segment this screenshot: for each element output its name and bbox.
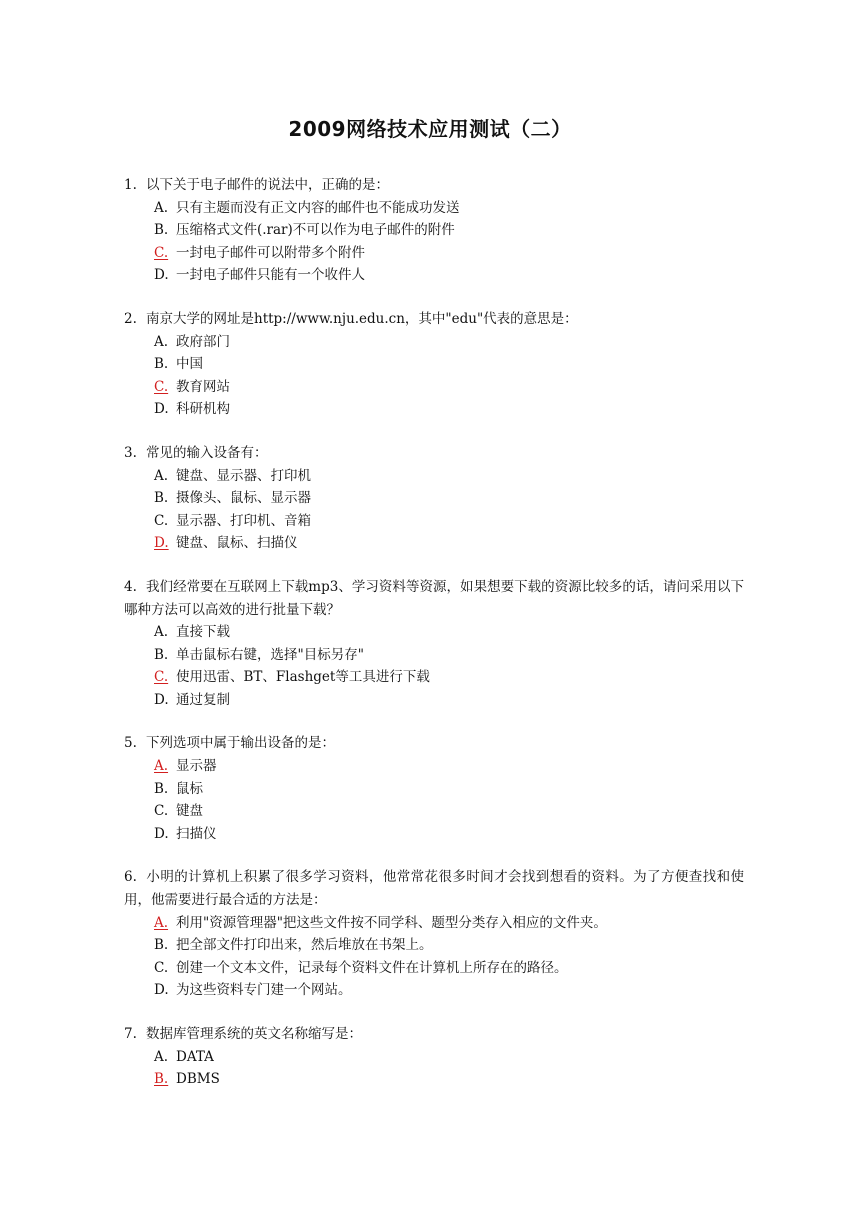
question-number: 4. — [124, 578, 137, 595]
option-b — [124, 934, 744, 957]
option-text: 单击鼠标右键，选择"目标另存" — [176, 646, 364, 663]
question-number: 1. — [124, 177, 137, 193]
correct-answer-letter: B. — [154, 1071, 169, 1088]
question-stem: 常见的输入设备有： — [146, 444, 268, 461]
question-stem: 小明的计算机上积累了很多学习资料，他常常花很多时间才会找到想看的资料。为了方便查找和使用，他需要进行最合适的方法是： — [124, 869, 744, 909]
option-letter: A. — [154, 333, 169, 350]
option-text: 中国 — [176, 356, 203, 373]
option-d — [124, 532, 744, 555]
option-letter: B. — [154, 222, 169, 239]
option-text: 利用"资源管理器"把这些文件按不同学科、题型分类存入相应的文件夹。 — [176, 914, 607, 931]
option-letter: D. — [154, 982, 169, 999]
option-text: 直接下载 — [176, 624, 230, 641]
option-text: 扫描仪 — [176, 825, 217, 842]
option-c — [124, 510, 744, 533]
question-4 — [124, 576, 744, 712]
option-b — [124, 778, 744, 801]
correct-answer-letter: C. — [154, 244, 169, 261]
option-a — [124, 621, 744, 644]
option-d — [124, 979, 744, 1002]
option-text: 压缩格式文件(.rar)不可以作为电子邮件的附件 — [176, 222, 455, 239]
option-letter: C. — [154, 959, 169, 976]
question-text — [124, 442, 744, 465]
option-text: 创建一个文本文件，记录每个资料文件在计算机上所存在的路径。 — [176, 959, 568, 976]
option-letter: C. — [154, 803, 169, 820]
option-text: 键盘 — [176, 803, 203, 820]
option-b — [124, 1068, 744, 1091]
option-letter: C. — [154, 512, 169, 529]
option-a — [124, 912, 744, 935]
option-letter: A. — [154, 1048, 169, 1065]
option-text: 键盘、鼠标、扫描仪 — [176, 535, 298, 552]
question-stem: 我们经常要在互联网上下载mp3、学习资料等资源，如果想要下载的资源比较多的话，请问采用以下哪种方法可以高效的进行批量下载？ — [124, 578, 744, 618]
option-letter: B. — [154, 780, 169, 797]
question-text — [124, 866, 744, 911]
question-list — [124, 174, 744, 1112]
option-letter: B. — [154, 490, 169, 507]
question-2 — [124, 308, 744, 421]
option-d — [124, 689, 744, 712]
question-text — [124, 308, 744, 331]
option-letter: B. — [154, 937, 169, 954]
option-text: 摄像头、鼠标、显示器 — [176, 490, 311, 507]
option-letter: D. — [154, 691, 169, 708]
question-number: 5. — [124, 735, 137, 752]
question-number: 3. — [124, 444, 137, 461]
question-stem: 下列选项中属于输出设备的是： — [146, 735, 335, 752]
option-text: 科研机构 — [176, 401, 230, 418]
option-letter: A. — [154, 624, 169, 641]
question-5 — [124, 732, 744, 845]
question-3 — [124, 442, 744, 555]
option-letter: D. — [154, 825, 169, 842]
correct-answer-letter: C. — [154, 378, 169, 395]
correct-answer-letter: A. — [154, 914, 169, 931]
option-c — [124, 242, 744, 265]
correct-answer-letter: D. — [154, 535, 169, 552]
option-text: 一封电子邮件只能有一个收件人 — [176, 267, 365, 284]
option-a — [124, 755, 744, 778]
option-b — [124, 353, 744, 376]
option-text: 政府部门 — [176, 333, 230, 350]
option-text: 只有主题而没有正文内容的邮件也不能成功发送 — [176, 199, 460, 216]
option-letter: B. — [154, 646, 169, 663]
option-c — [124, 666, 744, 689]
option-letter: A. — [154, 199, 169, 216]
question-stem: 以下关于电子邮件的说法中，正确的是： — [146, 177, 389, 193]
option-text: DBMS — [176, 1071, 220, 1088]
option-a — [124, 197, 744, 220]
option-d — [124, 823, 744, 846]
option-text: 鼠标 — [176, 780, 203, 797]
option-text: 显示器 — [176, 758, 217, 775]
question-6 — [124, 866, 744, 1002]
question-7 — [124, 1023, 744, 1091]
option-text: 使用迅雷、BT、Flashget等工具进行下载 — [176, 669, 430, 686]
option-text: 通过复制 — [176, 691, 230, 708]
option-a — [124, 1046, 744, 1069]
option-text: DATA — [176, 1048, 214, 1065]
option-text: 键盘、显示器、打印机 — [176, 467, 311, 484]
option-c — [124, 957, 744, 980]
question-text — [124, 1023, 744, 1046]
page-title: 2009网络技术应用测试（二） — [288, 117, 572, 141]
option-b — [124, 644, 744, 667]
option-letter: A. — [154, 467, 169, 484]
option-c — [124, 800, 744, 823]
question-number: 7. — [124, 1026, 137, 1042]
option-d — [124, 264, 744, 287]
correct-answer-letter: C. — [154, 669, 169, 686]
option-letter: D. — [154, 267, 169, 284]
option-a — [124, 331, 744, 354]
question-text — [124, 576, 744, 621]
question-1 — [124, 174, 744, 287]
question-number: 6. — [124, 869, 137, 886]
question-text — [124, 174, 744, 197]
option-text: 一封电子邮件可以附带多个附件 — [176, 244, 365, 261]
option-b — [124, 219, 744, 242]
correct-answer-letter: A. — [154, 758, 169, 775]
question-stem: 数据库管理系统的英文名称缩写是： — [146, 1026, 362, 1042]
option-text: 显示器、打印机、音箱 — [176, 512, 311, 529]
option-text: 把全部文件打印出来，然后堆放在书架上。 — [176, 937, 433, 954]
option-text: 教育网站 — [176, 378, 230, 395]
option-c — [124, 376, 744, 399]
option-letter: D. — [154, 401, 169, 418]
option-a — [124, 465, 744, 488]
question-text — [124, 732, 744, 755]
option-letter: B. — [154, 356, 169, 373]
option-text: 为这些资料专门建一个网站。 — [176, 982, 352, 999]
question-number: 2. — [124, 310, 137, 327]
option-b — [124, 487, 744, 510]
option-d — [124, 398, 744, 421]
question-stem: 南京大学的网址是http://www.nju.edu.cn，其中"edu"代表的意思是： — [146, 310, 578, 327]
